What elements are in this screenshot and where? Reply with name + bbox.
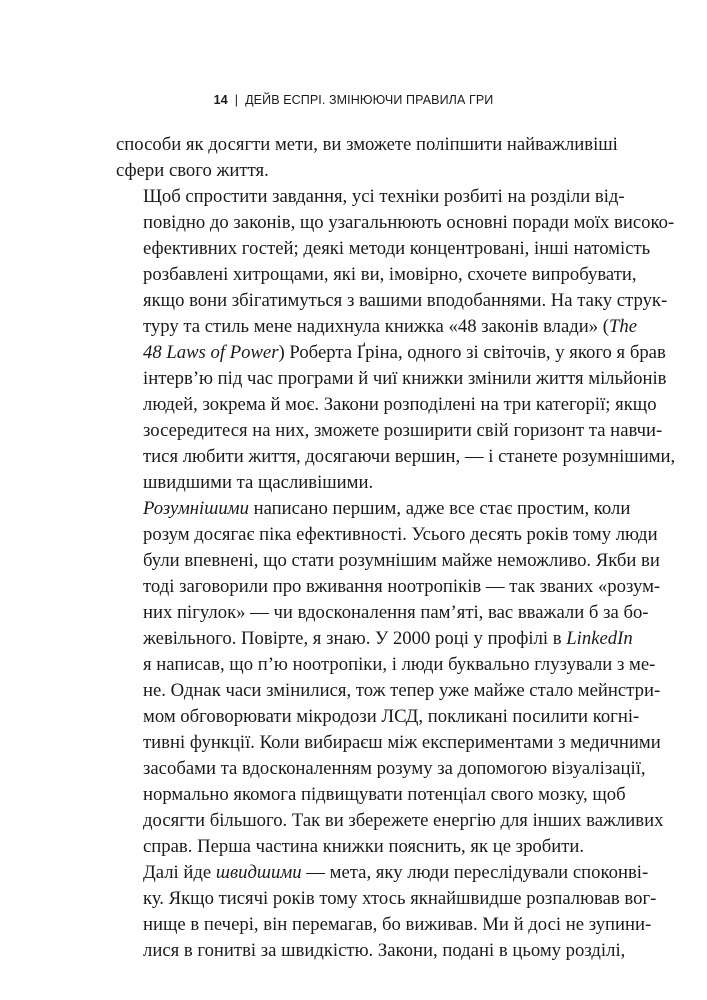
text-line [116, 860, 649, 886]
text-line: способи як досягти мети, ви зможете поліпшити найважливіші [116, 134, 618, 155]
text-line [116, 496, 631, 522]
text-line [116, 626, 633, 652]
text-line: ку. Якщо тисячі років тому хтось якнайшвидше розпалював вог- [143, 888, 657, 909]
text-line: повідно до законів, що узагальнюють основні поради моїх високо- [143, 212, 675, 233]
running-title: ДЕЙВ ЕСПРІ. ЗМІНЮЮЧИ ПРАВИЛА ГРИ [245, 93, 494, 107]
text-line: зосередитеся на них, зможете розширити свій горизонт та навчи- [143, 420, 663, 441]
text-fragment: жевільного. Повірте, я знаю. У 2000 році у профілі в [143, 628, 567, 649]
text-line: розбавлені хитрощами, які ви, імовірно, схочете випробувати, [143, 264, 637, 285]
text-line: Щоб спростити завдання, усі техніки розбиті на розділи від- [143, 186, 625, 207]
italic-title-end: 48 Laws of Power [143, 342, 279, 363]
text-fragment: написано першим, адже все стає простим, коли [248, 498, 631, 519]
text-line: лися в гонитві за швидкістю. Закони, подані в цьому розділі, [143, 940, 626, 961]
text-line: тивні функції. Коли вибираєш між експериментами з медичними [143, 732, 661, 753]
text-line [116, 340, 666, 366]
italic-word: швидшими [215, 862, 302, 883]
text-line: ефективних гостей; деякі методи концентровані, інші натомість [143, 238, 651, 259]
running-header [0, 93, 707, 107]
text-line: якщо вони збігатимуться з вашими вподобаннями. На таку струк- [143, 290, 668, 311]
text-line: нормально якомога підвищувати потенціал свого мозку, щоб [143, 784, 626, 805]
text-line: інтерв’ю під час програми й чиї книжки змінили життя мільйонів [143, 368, 667, 389]
text-fragment: — мета, яку люди переслідували споконві- [301, 862, 649, 883]
text-line [116, 314, 638, 340]
page-number: 14 [213, 93, 228, 107]
paragraph-2 [116, 184, 676, 496]
text-fragment: ) Роберта Ґріна, одного зі світочів, у якого я брав [278, 342, 666, 363]
text-line: не. Однак часи змінилися, тож тепер уже майже стало мейнстри- [143, 680, 661, 701]
text-line: були впевнені, що стати розумнішим майже неможливо. Якби ви [143, 550, 660, 571]
italic-lead-word: Розумнішими [143, 498, 249, 519]
text-line: мом обговорювати мікродози ЛСД, покликані посилити когні- [143, 706, 640, 727]
text-line: тоді заговорили про вживання ноотропіків — так званих «розум- [143, 576, 661, 597]
text-line: нище в печері, він перемагав, бо виживав. Ми й досі не зупини- [143, 914, 652, 935]
text-fragment: туру та стиль мене надихнула книжка «48 законів влади» ( [143, 316, 610, 337]
text-line: швидшими та щасливішими. [143, 472, 374, 493]
header-separator: | [234, 93, 239, 107]
italic-title-start: The [609, 316, 638, 337]
text-line: розум досягає піка ефективності. Усього десять років тому люди [143, 524, 658, 545]
text-line: справ. Перша частина книжки пояснить, як це зробити. [143, 836, 585, 857]
text-line: я написав, що п’ю ноотропіки, і люди буквально глузували з ме- [143, 654, 656, 675]
italic-linkedin: LinkedIn [566, 628, 633, 649]
text-line: досягти більшого. Так ви збережете енергію для інших важливих [143, 810, 664, 831]
paragraph-4 [116, 860, 657, 964]
text-line: сфери свого життя. [116, 160, 269, 181]
paragraph-1 [116, 132, 618, 184]
text-line: засобами та вдосконаленням розуму за допомогою візуалізації, [143, 758, 646, 779]
body-text [116, 132, 676, 964]
text-line: них пігулок» — чи вдосконалення пам’яті, вас вважали б за бо- [143, 602, 649, 623]
text-fragment: Далі йде [143, 862, 216, 883]
text-line: людей, зокрема й моє. Закони розподілені на три категорії; якщо [143, 394, 657, 415]
text-line: тися любити життя, досягаючи вершин, — і станете розумнішими, [143, 446, 676, 467]
paragraph-3 [116, 496, 664, 860]
